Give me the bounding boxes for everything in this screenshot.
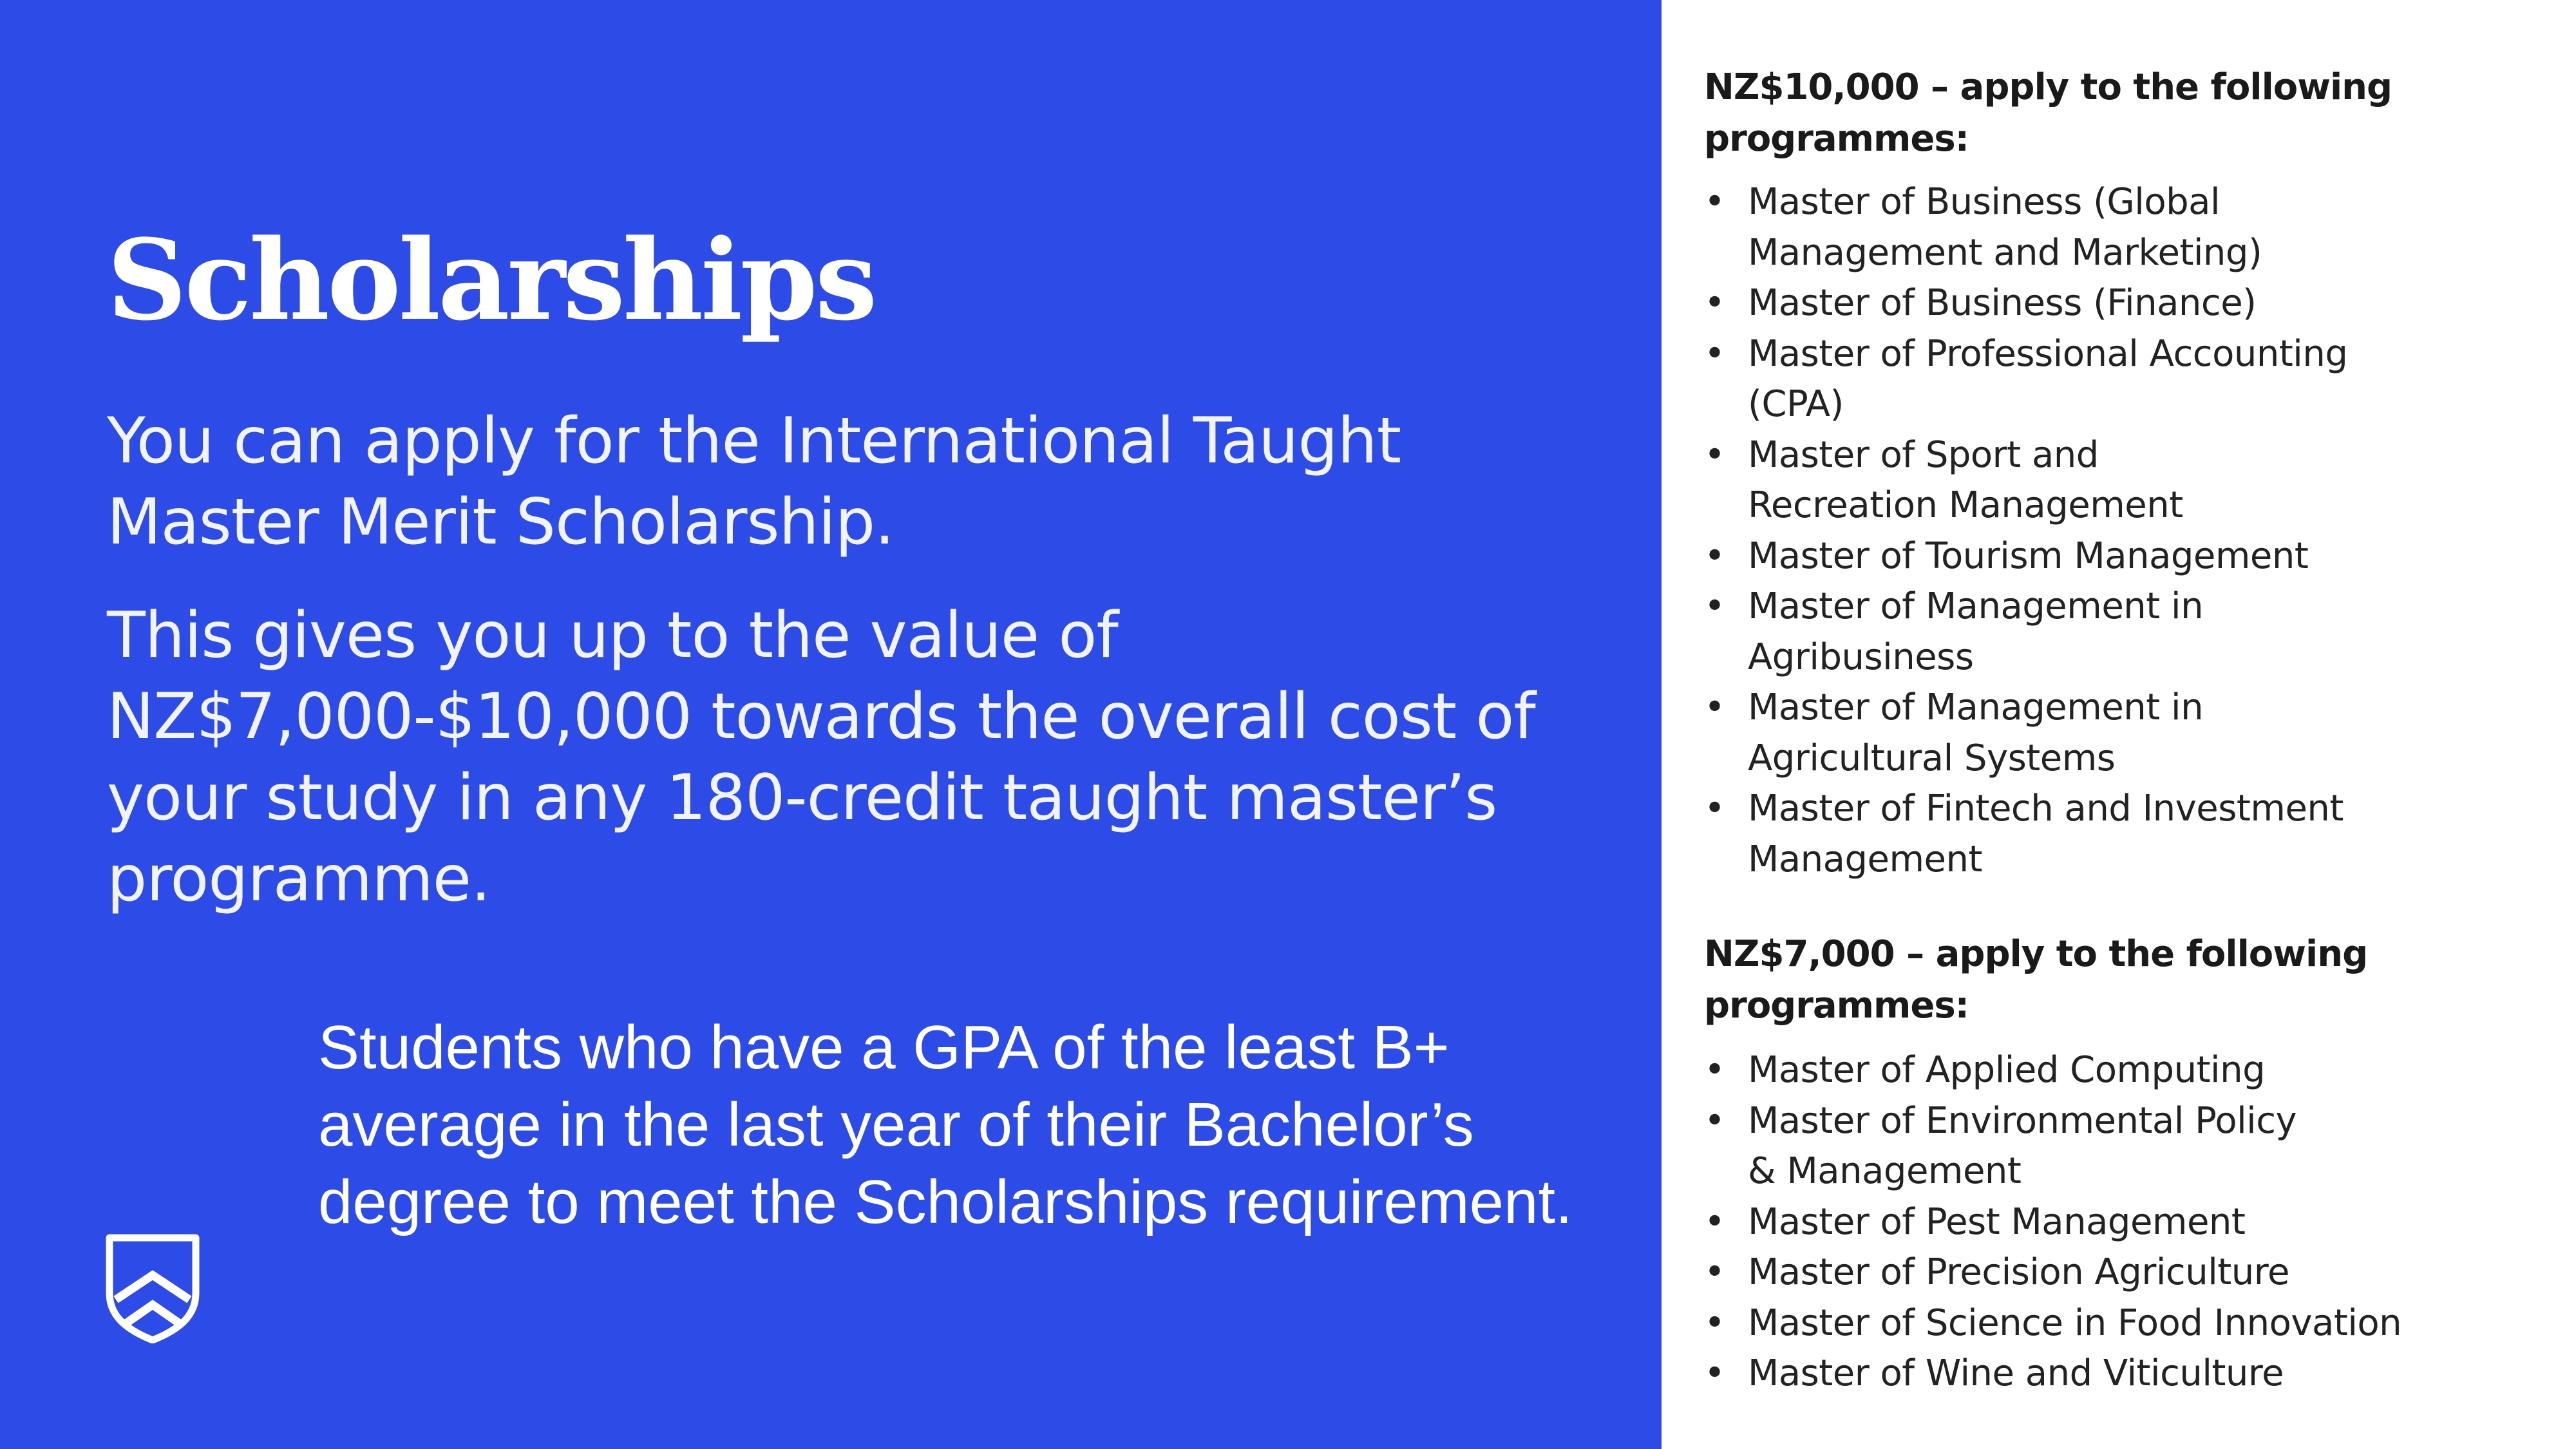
bullet-icon: • [1704, 1251, 1725, 1293]
programme-name: Master of Tourism Management [1748, 535, 2309, 577]
tier-7000-heading: NZ$7,000 – apply to the following programmes: [1704, 933, 2368, 1027]
value-paragraph: This gives you up to the value of NZ$7,000-$10,000 towards the overall cost of your study in any 180-credit taught master’s programme. [107, 599, 1535, 916]
bullet-icon: • [1704, 433, 1725, 476]
bullet-icon: • [1704, 181, 1725, 223]
programme-name: Master of Environmental Policy & Management [1748, 1099, 2297, 1192]
programmes-panel [1662, 0, 2576, 1449]
list-item [1704, 784, 2554, 885]
bullet-icon: • [1704, 332, 1725, 375]
list-item [1704, 582, 2554, 683]
programme-name: Master of Precision Agriculture [1748, 1251, 2289, 1293]
programme-name: Master of Management in Agricultural Systems [1748, 687, 2204, 779]
programme-name: Master of Fintech and Investment Management [1748, 788, 2344, 880]
list-item [1704, 1045, 2554, 1096]
intro-paragraph: You can apply for the International Taught Master Merit Scholarship. [107, 404, 1401, 559]
list-item [1704, 1096, 2554, 1197]
shield-icon [104, 1234, 201, 1343]
bullet-icon: • [1704, 687, 1725, 728]
bullet-icon: • [1704, 282, 1725, 324]
gpa-requirement-note: Students who have a GPA of the least B+ average in the last year of their Bachelor’s degree to meet the Scholarships requirement. [318, 1013, 1573, 1236]
bullet-icon: • [1704, 1049, 1725, 1091]
programme-name: Master of Professional Accounting (CPA) [1748, 332, 2348, 425]
list-item [1704, 1247, 2554, 1298]
bullet-icon: • [1704, 1352, 1725, 1394]
programme-name: Master of Business (Global Management and Marketing) [1748, 181, 2262, 274]
bullet-icon: • [1704, 535, 1725, 577]
bullet-icon: • [1704, 1200, 1725, 1243]
list-item [1704, 329, 2554, 430]
bullet-icon: • [1704, 788, 1725, 829]
programme-name: Master of Applied Computing [1748, 1049, 2266, 1091]
list-item [1704, 430, 2554, 531]
programme-name: Master of Sport and Recreation Management [1748, 433, 2183, 526]
list-item [1704, 278, 2554, 329]
programme-name: Master of Management in Agribusiness [1748, 585, 2204, 678]
bullet-icon: • [1704, 1302, 1725, 1344]
programme-name: Master of Business (Finance) [1748, 282, 2257, 324]
bullet-icon: • [1704, 585, 1725, 627]
list-item [1704, 1349, 2554, 1399]
slide-title: Scholarships [107, 214, 875, 345]
list-item [1704, 531, 2554, 582]
list-item [1704, 177, 2554, 278]
list-item [1704, 1298, 2554, 1349]
bullet-icon: • [1704, 1099, 1725, 1142]
tier-10000-heading: NZ$10,000 – apply to the following programmes: [1704, 66, 2392, 160]
list-item [1704, 1197, 2554, 1248]
tier-7000-programme-list [1704, 1045, 2554, 1399]
list-item [1704, 683, 2554, 784]
tier-10000-programme-list [1704, 177, 2554, 885]
programme-name: Master of Science in Food Innovation [1748, 1302, 2402, 1344]
programme-name: Master of Pest Management [1748, 1200, 2246, 1243]
programme-name: Master of Wine and Viticulture [1748, 1352, 2284, 1394]
